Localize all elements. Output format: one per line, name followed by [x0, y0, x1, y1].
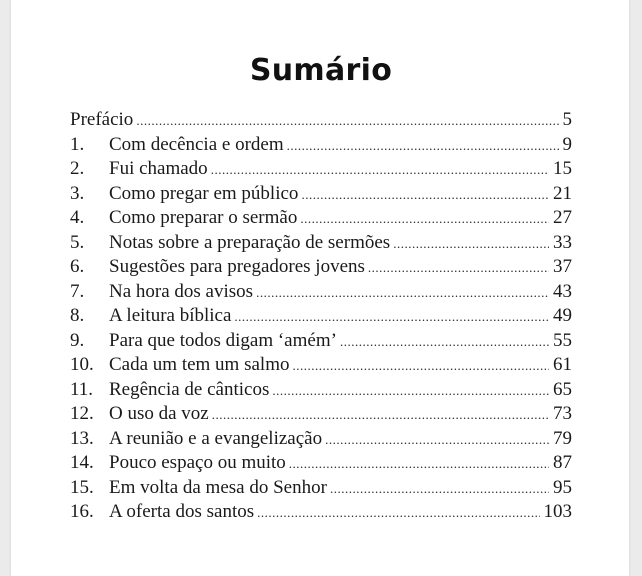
toc-entry-label: Cada um tem um salmo	[109, 354, 290, 375]
page-title: Sumário	[249, 53, 393, 88]
dot-leader	[272, 379, 549, 404]
toc-entry-label: A oferta dos santos	[109, 501, 255, 522]
dot-leader	[393, 232, 549, 257]
toc-entry-page: 95	[553, 476, 572, 498]
toc-entry	[70, 182, 572, 207]
toc-entry-label: A leitura bíblica	[109, 305, 232, 326]
toc-entry-number: 10.	[70, 354, 94, 375]
toc-entry-label: Na hora dos avisos	[109, 280, 254, 302]
toc-entry-page: 65	[553, 378, 572, 400]
toc-entry	[70, 500, 572, 525]
toc-entry	[70, 329, 572, 354]
toc-entry-page: 79	[553, 427, 572, 449]
dot-leader	[287, 134, 559, 159]
toc-entry-label: Fui chamado	[109, 158, 208, 179]
toc-entry-page: 21	[553, 182, 572, 204]
toc-entry	[70, 353, 572, 378]
toc-entry-label: Pouco espaço ou muito	[109, 452, 286, 473]
toc-entry-number: 8.	[70, 305, 85, 326]
toc-entry-page: 27	[553, 207, 572, 228]
dot-leader	[136, 109, 558, 134]
toc-entry-number: 15.	[70, 476, 94, 498]
toc-entry-label: Em volta da mesa do Senhor	[109, 476, 327, 498]
toc-entry	[70, 133, 572, 158]
toc-entry	[70, 255, 572, 280]
dot-leader	[325, 428, 549, 453]
toc-entry	[70, 206, 572, 231]
dot-leader	[234, 305, 549, 330]
toc-entry-page: 33	[553, 231, 572, 253]
toc-entry-page: 61	[553, 354, 572, 375]
toc-entry	[70, 304, 572, 329]
toc-entry-page: 87	[553, 452, 572, 473]
toc-entry-label: O uso da voz	[109, 403, 209, 424]
dot-leader	[257, 501, 539, 526]
dot-leader	[292, 354, 549, 379]
dot-leader	[301, 183, 549, 208]
toc-entry-page: 73	[553, 403, 572, 424]
toc-entry-label: Notas sobre a preparação de sermões	[109, 231, 391, 253]
toc-entry	[70, 157, 572, 182]
toc-entry-label: Como pregar em público	[109, 182, 299, 204]
dot-leader	[289, 452, 549, 477]
dot-leader	[330, 477, 549, 502]
toc-entry-label: A reunião e a evangelização	[109, 427, 323, 449]
toc-entry-page: 55	[553, 329, 572, 351]
toc-entry-label: Para que todos digam ‘amém’	[109, 329, 337, 351]
toc-entry-number: 11.	[70, 378, 94, 400]
toc-entry-number: 13.	[70, 427, 94, 449]
toc-entry-page: 49	[553, 305, 572, 326]
toc-entry-label: Como preparar o sermão	[109, 207, 298, 228]
dot-leader	[256, 281, 549, 306]
toc-entry-page: 37	[553, 256, 572, 277]
toc-entry	[70, 378, 572, 403]
toc-entry-number: 3.	[70, 182, 85, 204]
toc-entry-number: 1.	[70, 133, 85, 155]
toc-entry-page: 15	[553, 158, 572, 179]
toc-entry-number: 5.	[70, 231, 85, 253]
toc-entry-number: 7.	[70, 280, 85, 302]
dot-leader	[340, 330, 549, 355]
dot-leader	[368, 256, 549, 281]
toc-entry-label: Regência de cânticos	[109, 378, 270, 400]
toc-entry	[70, 402, 572, 427]
table-of-contents	[70, 108, 572, 525]
toc-entry	[70, 108, 572, 133]
toc-entry-page: 9	[562, 133, 572, 155]
toc-entry-page: 5	[562, 109, 572, 130]
toc-entry-number: 6.	[70, 256, 85, 277]
toc-entry-label: Prefácio	[70, 109, 134, 130]
toc-entry-label: Sugestões para pregadores jovens	[109, 256, 365, 277]
toc-entry-number: 9.	[70, 329, 85, 351]
toc-entry-number: 14.	[70, 452, 94, 473]
toc-entry-page: 43	[553, 280, 572, 302]
toc-entry	[70, 231, 572, 256]
toc-entry-label: Com decência e ordem	[109, 133, 284, 155]
toc-entry-number: 2.	[70, 158, 85, 179]
toc-entry	[70, 280, 572, 305]
toc-entry-page: 103	[543, 501, 572, 522]
dot-leader	[212, 403, 549, 428]
toc-entry	[70, 451, 572, 476]
toc-entry	[70, 427, 572, 452]
toc-entry-number: 4.	[70, 207, 85, 228]
toc-entry-number: 12.	[70, 403, 94, 424]
dot-leader	[211, 158, 549, 183]
toc-entry-number: 16.	[70, 501, 94, 522]
dot-leader	[300, 207, 549, 232]
toc-entry	[70, 476, 572, 501]
